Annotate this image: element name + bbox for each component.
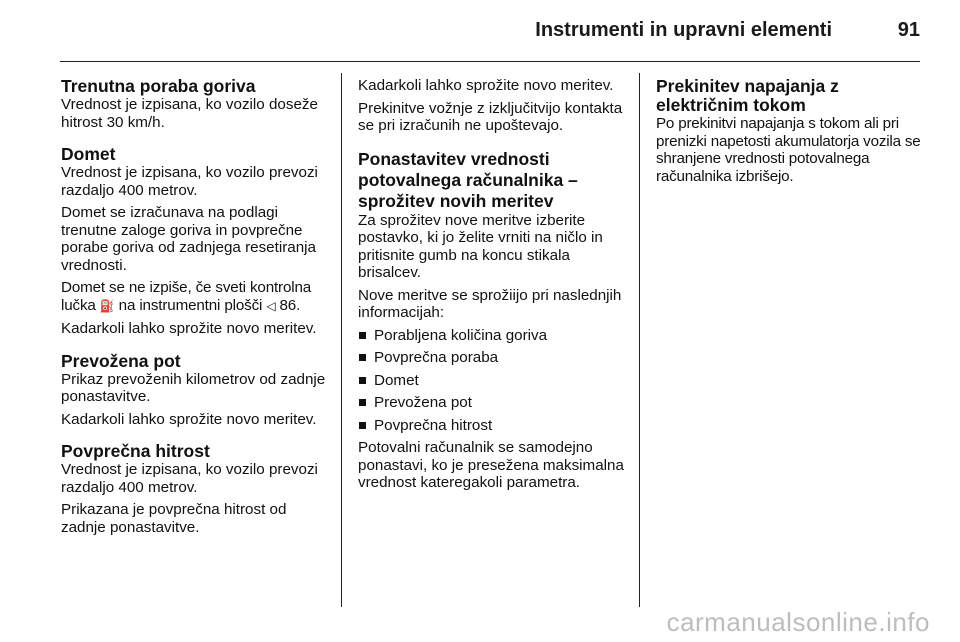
paragraph: Vrednost je izpisana, ko vozilo prevozi razdaljo 400 metrov. bbox=[61, 461, 318, 496]
bullet-square-icon bbox=[359, 332, 366, 339]
column-divider-1 bbox=[341, 73, 342, 607]
section-povprecna-hitrost bbox=[61, 442, 329, 536]
list-item-label: Porabljena količina goriva bbox=[374, 326, 548, 344]
section-prekinitev-napajanja bbox=[656, 77, 926, 185]
section-heading: Ponastavitev vrednosti potovalnega računalnika – sprožitev novih meritev bbox=[358, 148, 578, 211]
section-heading: Trenutna poraba goriva bbox=[61, 76, 256, 96]
column-1 bbox=[61, 77, 329, 550]
paragraph: Domet se izračunava na podlagi trenutne zaloge goriva in povprečne porabe goriva od zadnjega resetiranja vrednosti. bbox=[61, 204, 316, 274]
bullet-list bbox=[358, 327, 626, 435]
paragraph: Vrednost je izpisana, ko vozilo prevozi razdaljo 400 metrov. bbox=[61, 164, 318, 199]
section-prevozena-pot bbox=[61, 352, 329, 429]
paragraph: Kadarkoli lahko sprožite novo meritev. bbox=[61, 410, 317, 428]
section-continued bbox=[358, 77, 626, 135]
section-trenutna-poraba bbox=[61, 77, 329, 131]
bullet-square-icon bbox=[359, 422, 366, 429]
column-3 bbox=[656, 77, 926, 199]
page-reference: 86. bbox=[279, 296, 301, 314]
paragraph: Prikaz prevoženih kilometrov od zadnje ponastavitve. bbox=[61, 370, 326, 405]
section-domet bbox=[61, 145, 329, 338]
paragraph: Potovalni računalnik se samodejno ponastavi, ko je presežena maksimalna vrednost kateregakoli parametra. bbox=[358, 439, 624, 491]
list-item-label: Povprečna poraba bbox=[374, 349, 499, 366]
paragraph: Kadarkoli lahko sprožite novo meritev. bbox=[61, 320, 317, 337]
paragraph: Po prekinitvi napajanja s tokom ali pri prenizki napetosti akumulatorja vozila se shranjene vrednosti potovalnega računalnika izbrišejo. bbox=[656, 115, 921, 185]
header-divider bbox=[60, 61, 920, 62]
page-number: 91 bbox=[897, 19, 920, 41]
page-reference-icon: ◁ bbox=[266, 298, 276, 313]
column-divider-2 bbox=[639, 73, 640, 607]
paragraph: Vrednost je izpisana, ko vozilo doseže hitrost 30 km/h. bbox=[61, 96, 318, 131]
paragraph: Kadarkoli lahko sprožite novo meritev. bbox=[358, 77, 614, 94]
section-heading: Prevožena pot bbox=[61, 350, 181, 371]
section-heading: Prekinitev napajanja z električnim tokom bbox=[656, 76, 839, 115]
paragraph: Za sprožitev nove meritve izberite postavko, ki jo želite vrniti na ničlo in pritisnite gumb na koncu stikala brisalcev. bbox=[358, 211, 603, 281]
paragraph-text: na instrumentni plošči bbox=[118, 296, 263, 314]
fuel-warning-icon: ⛽ bbox=[99, 298, 115, 313]
section-heading: Povprečna hitrost bbox=[61, 441, 210, 461]
list-item bbox=[358, 417, 626, 435]
paragraph-text: Domet se ne izpiše, če sveti kontrolna lučka bbox=[61, 279, 312, 314]
list-item-label: Povprečna hitrost bbox=[374, 416, 493, 434]
watermark: carmanualsonline.info bbox=[666, 607, 930, 637]
paragraph: Nove meritve se sprožiijo pri naslednjih informacijah: bbox=[358, 286, 622, 321]
column-2 bbox=[358, 77, 626, 506]
bullet-square-icon bbox=[359, 399, 366, 406]
list-item bbox=[358, 394, 626, 412]
list-item bbox=[358, 372, 626, 390]
section-heading: Domet bbox=[61, 144, 116, 164]
list-item-label: Domet bbox=[374, 371, 419, 389]
list-item-label: Prevožena pot bbox=[374, 394, 472, 411]
list-item bbox=[358, 327, 626, 345]
paragraph: Prekinitve vožnje z izključitvijo kontakta se pri izračunih ne upoštevajo. bbox=[358, 99, 623, 134]
page-title: Instrumenti in upravni elementi bbox=[535, 19, 832, 41]
paragraph: Prikazana je povprečna hitrost od zadnje ponastavitve. bbox=[61, 501, 287, 536]
bullet-square-icon bbox=[359, 377, 366, 384]
list-item bbox=[358, 349, 626, 367]
bullet-square-icon bbox=[359, 354, 366, 361]
paragraph-with-icon bbox=[61, 279, 329, 315]
section-ponastavitev bbox=[358, 149, 626, 492]
